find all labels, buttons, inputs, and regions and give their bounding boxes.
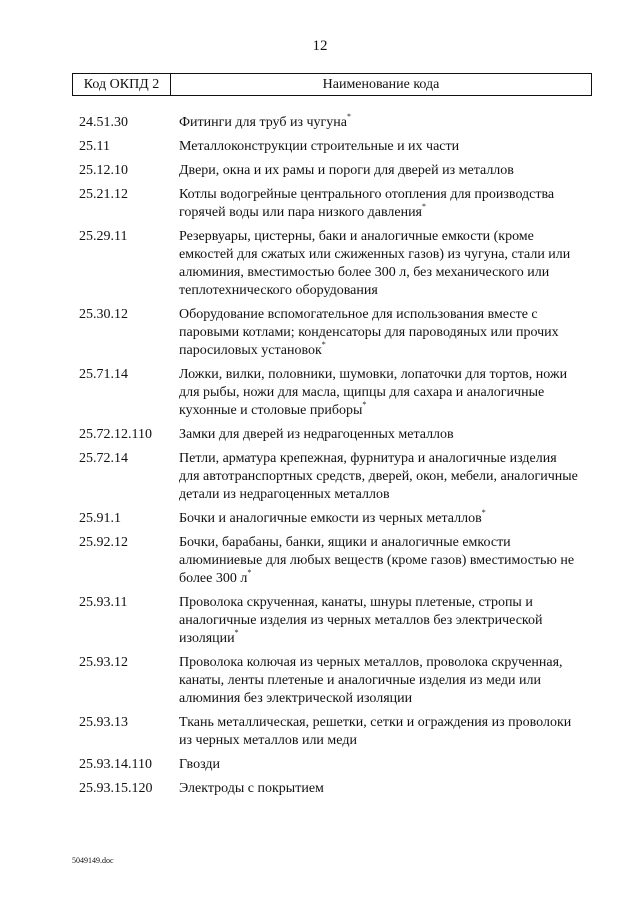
entry-description: Проволока колючая из черных металлов, проволока скрученная, канаты, ленты плетеные и аналогичные изделия из меди или алюминия без электрической изоляции: [179, 655, 563, 706]
list-item: [79, 162, 579, 180]
list-item: [79, 306, 579, 360]
entry-text: [179, 138, 579, 156]
entry-code: 25.72.12.110: [79, 427, 152, 442]
entry-code: 25.30.12: [79, 307, 128, 322]
entry-description: Гвозди: [179, 757, 220, 772]
footnote-mark: *: [234, 628, 239, 637]
list-item: [79, 228, 579, 300]
entry-text: [179, 714, 579, 750]
entry-code: 25.11: [79, 139, 110, 154]
entry-description: Оборудование вспомогательное для использования вместе с паровыми котлами; конденсаторы для пароводяных или прочих паросиловых установок: [179, 307, 559, 358]
entry-text: [179, 510, 579, 528]
entry-text: [179, 228, 579, 300]
entry-text: [179, 780, 579, 798]
entry-description: Проволока скрученная, канаты, шнуры плетеные, стропы и аналогичные изделия из черных металлов без электрической изоляции: [179, 595, 543, 646]
footnote-mark: *: [481, 508, 486, 517]
list-item: [79, 654, 579, 708]
entry-description: Бочки и аналогичные емкости из черных металлов: [179, 511, 482, 526]
entry-description: Резервуары, цистерны, баки и аналогичные емкости (кроме емкостей для сжатых или сжиженных газов) из чугуна, стали или алюминия, вместимостью более 300 л, без механического или теплотехнического оборудования: [179, 229, 571, 298]
list-item: [79, 510, 579, 528]
list-item: [79, 114, 579, 132]
code-list: [79, 114, 579, 804]
entry-description: Петли, арматура крепежная, фурнитура и аналогичные изделия для автотранспортных средств, дверей, окон, мебели, аналогичные детали из недрагоценных металлов: [179, 451, 578, 502]
entry-description: Ткань металлическая, решетки, сетки и ограждения из проволоки из черных металлов или меди: [179, 715, 572, 748]
entry-text: [179, 450, 579, 504]
list-item: [79, 756, 579, 774]
footnote-mark: *: [321, 340, 326, 349]
entry-description: Фитинги для труб из чугуна: [179, 115, 347, 130]
header-name-column: Наименование кода: [322, 77, 440, 92]
list-item: [79, 714, 579, 750]
entry-text: [179, 756, 579, 774]
entry-code: 24.51.30: [79, 115, 128, 130]
list-item: [79, 426, 579, 444]
footnote-mark: *: [347, 112, 351, 121]
entry-code: 25.93.12: [79, 655, 128, 670]
entry-code: 25.93.11: [79, 595, 128, 610]
list-item: [79, 594, 579, 648]
entry-code: 25.71.14: [79, 367, 128, 382]
list-item: [79, 780, 579, 798]
entry-code: 25.93.13: [79, 715, 128, 730]
table-header: [72, 73, 592, 96]
entry-code: 25.72.14: [79, 451, 128, 466]
list-item: [79, 450, 579, 504]
entry-text: [179, 594, 579, 648]
entry-description: Электроды с покрытием: [179, 781, 324, 796]
entry-code: 25.21.12: [79, 187, 128, 202]
footnote-mark: *: [362, 400, 367, 409]
entry-text: [179, 186, 579, 222]
entry-description: Металлоконструкции строительные и их части: [179, 139, 460, 154]
entry-text: [179, 162, 579, 180]
entry-description: Двери, окна и их рамы и пороги для дверей из металлов: [179, 163, 514, 178]
header-code-column: Код ОКПД 2: [73, 74, 171, 95]
page-number: 12: [312, 38, 328, 54]
entry-text: [179, 654, 579, 708]
list-item: [79, 534, 579, 588]
footnote-mark: *: [247, 568, 252, 577]
entry-description: Бочки, барабаны, банки, ящики и аналогичные емкости алюминиевые для любых веществ (кроме газов) вместимостью не более 300 л: [179, 535, 575, 586]
entry-text: [179, 534, 579, 588]
entry-description: Котлы водогрейные центрального отопления для производства горячей воды или пара низкого давления: [179, 187, 555, 220]
entry-text: [179, 114, 579, 132]
list-item: [79, 186, 579, 222]
entry-code: 25.93.15.120: [79, 781, 153, 796]
entry-code: 25.12.10: [79, 163, 128, 178]
entry-text: [179, 366, 579, 420]
list-item: [79, 138, 579, 156]
entry-code: 25.29.11: [79, 229, 128, 244]
entry-description: Замки для дверей из недрагоценных металлов: [179, 427, 454, 442]
list-item: [79, 366, 579, 420]
footnote-mark: *: [422, 202, 426, 211]
entry-code: 25.93.14.110: [79, 757, 152, 772]
entry-description: Ложки, вилки, половники, шумовки, лопаточки для тортов, ножи для рыбы, ножи для масла, щипцы для сахара и аналогичные кухонные и столовые приборы: [179, 367, 568, 418]
entry-code: 25.91.1: [79, 511, 121, 526]
entry-text: [179, 426, 579, 444]
entry-code: 25.92.12: [79, 535, 128, 550]
entry-text: [179, 306, 579, 360]
document-filename: 5049149.doc: [72, 856, 114, 865]
